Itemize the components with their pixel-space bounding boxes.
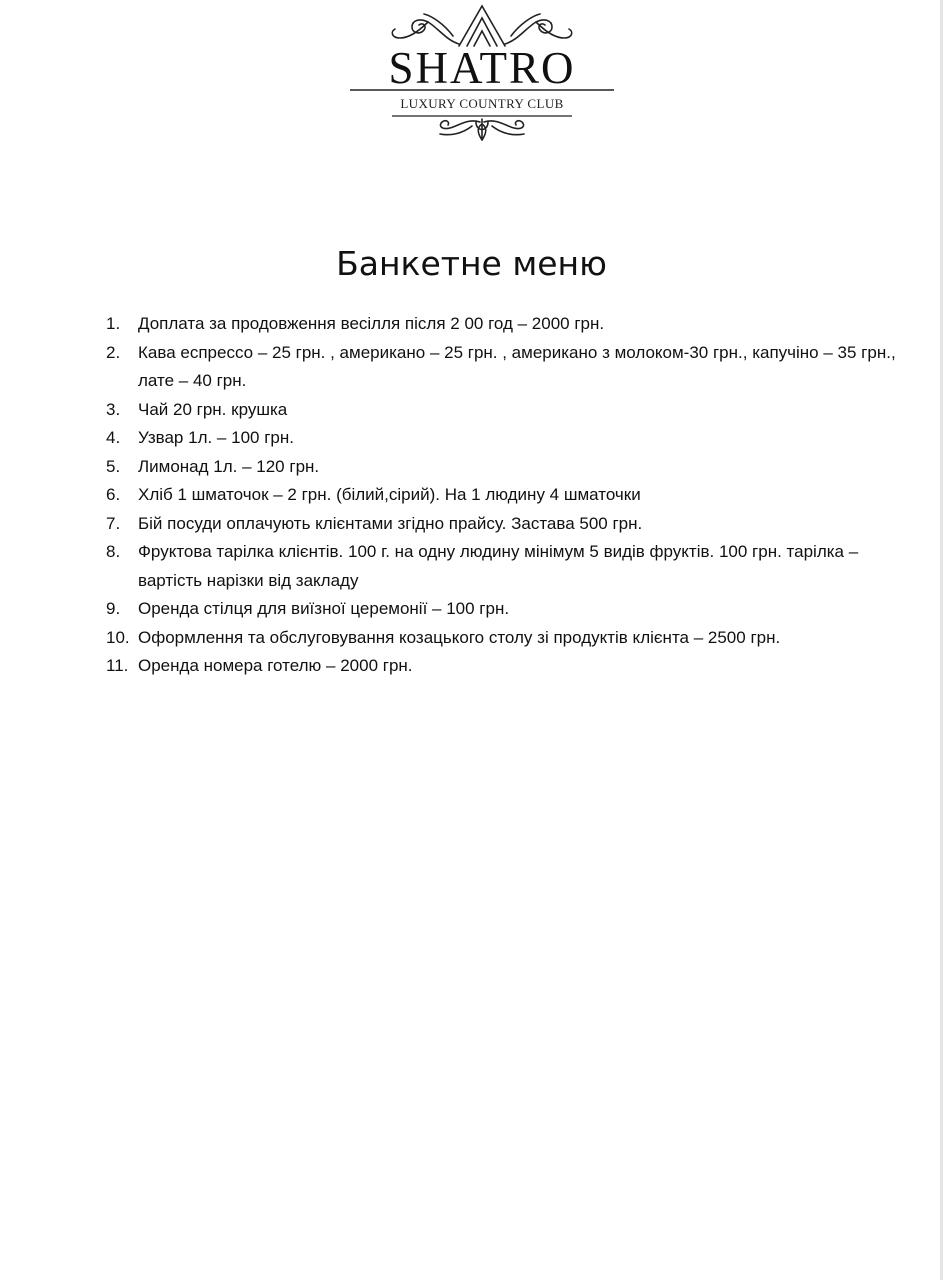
list-item-text: Хліб 1 шматочок – 2 грн. (білий,сірий). На 1 людину 4 шматочки	[138, 485, 641, 504]
list-item-number: 8.	[106, 542, 121, 561]
list-item-number: 2.	[106, 342, 121, 362]
logo-tagline: LUXURY COUNTRY CLUB	[400, 96, 564, 111]
list-item	[106, 624, 896, 653]
list-item-number: 3.	[106, 399, 121, 419]
list-item-number: 4.	[106, 428, 121, 447]
list-item-text: Бій посуди оплачують клієнтами згідно прайсу. Застава 500 грн.	[138, 513, 643, 533]
banquet-menu-list	[106, 310, 896, 681]
list-item-number: 5.	[106, 456, 121, 476]
list-item-number: 9.	[106, 599, 121, 618]
logo-brand-name: SHATRO	[388, 43, 576, 93]
list-item-text: Оренда стілця для виїзної церемонії – 100 грн.	[138, 599, 510, 618]
list-item	[106, 396, 896, 425]
list-item	[106, 339, 896, 396]
list-item-text: Оформлення та обслуговування козацького столу зі продуктів клієнта – 2500 грн.	[138, 627, 781, 647]
list-item-text: Чай 20 грн. крушка	[138, 399, 288, 419]
list-item	[106, 310, 896, 339]
list-item-number: 1.	[106, 314, 121, 333]
list-item	[106, 481, 896, 510]
list-item-text: Лимонад 1л. – 120 грн.	[138, 456, 320, 476]
shatro-logo	[340, 0, 624, 150]
list-item-text: Узвар 1л. – 100 грн.	[138, 428, 294, 447]
list-item-text: Фруктова тарілка клієнтів. 100 г. на одну людину мінімум 5 видів фруктів. 100 грн. тарілка – вартість нарізки від закладу	[138, 542, 859, 590]
list-item-number: 10.	[106, 627, 130, 647]
list-item-number: 7.	[106, 513, 121, 533]
list-item	[106, 595, 896, 624]
list-item-number: 6.	[106, 485, 121, 504]
list-item-text: Оренда номера готелю – 2000 грн.	[138, 656, 413, 675]
list-item	[106, 538, 896, 595]
list-item-number: 11.	[106, 656, 129, 675]
list-item	[106, 424, 896, 453]
list-item	[106, 453, 896, 482]
list-item	[106, 652, 896, 681]
list-item-text: Кава еспрессо – 25 грн. , американо – 25 грн. , американо з молоком-30 грн., капучіно – 35 грн., лате – 40 грн.	[138, 342, 896, 390]
list-item-text: Доплата за продовження весілля після 2 00 год – 2000 грн.	[138, 314, 605, 333]
page-title: Банкетне меню	[336, 244, 607, 283]
list-item	[106, 510, 896, 539]
